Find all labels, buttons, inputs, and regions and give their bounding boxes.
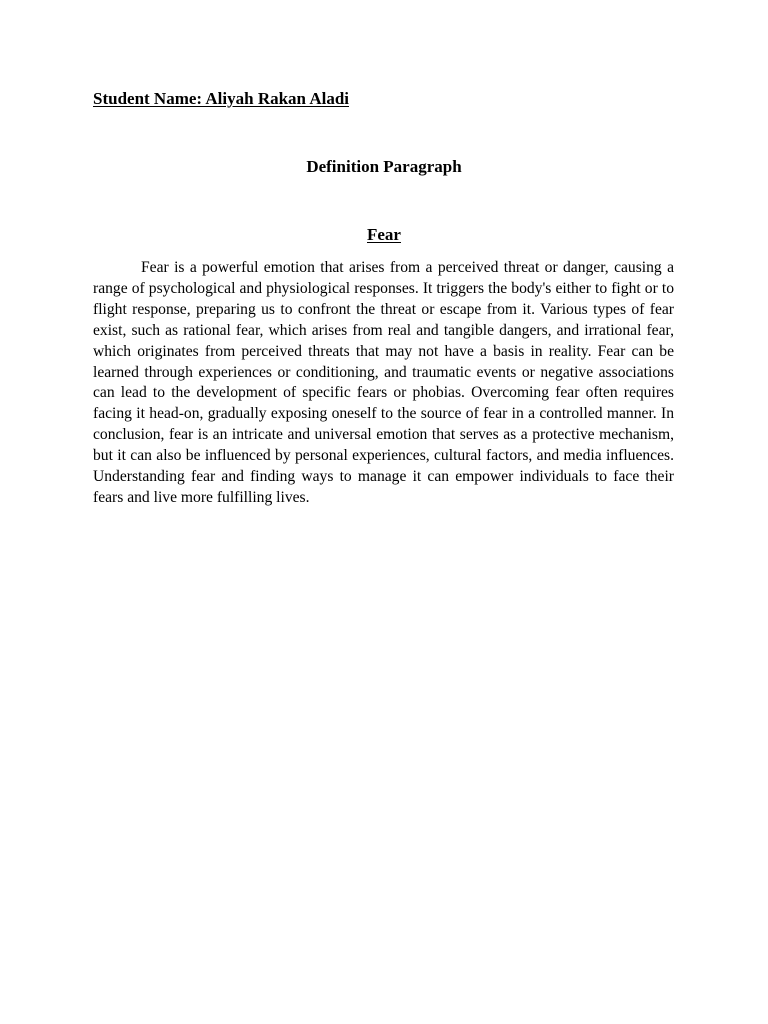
student-name-heading: Student Name: Aliyah Rakan Aladi: [93, 89, 349, 108]
document-type-heading: Definition Paragraph: [306, 157, 462, 176]
body-paragraph: Fear is a powerful emotion that arises from a perceived threat or danger, causing a range of psychological and physiological responses. It triggers the body's either to fight or to flight response, preparing us to confront the threat or escape from it. Various types of fear exist, such as rational fear, which arises from real and tangible dangers, and irrational fear, which originates from perceived threats that may not have a basis in reality. Fear can be learned through experiences or conditioning, and traumatic events or negative associations can lead to the development of specific fears or phobias. Overcoming fear often requires facing it head-on, gradually exposing oneself to the source of fear in a controlled manner. In conclusion, fear is an intricate and universal emotion that serves as a protective mechanism, but it can also be influenced by personal experiences, cultural factors, and media influences. Understanding fear and finding ways to manage it can empower individuals to face their fears and live more fulfilling lives.: [93, 259, 674, 506]
essay-title: Fear: [367, 225, 401, 244]
